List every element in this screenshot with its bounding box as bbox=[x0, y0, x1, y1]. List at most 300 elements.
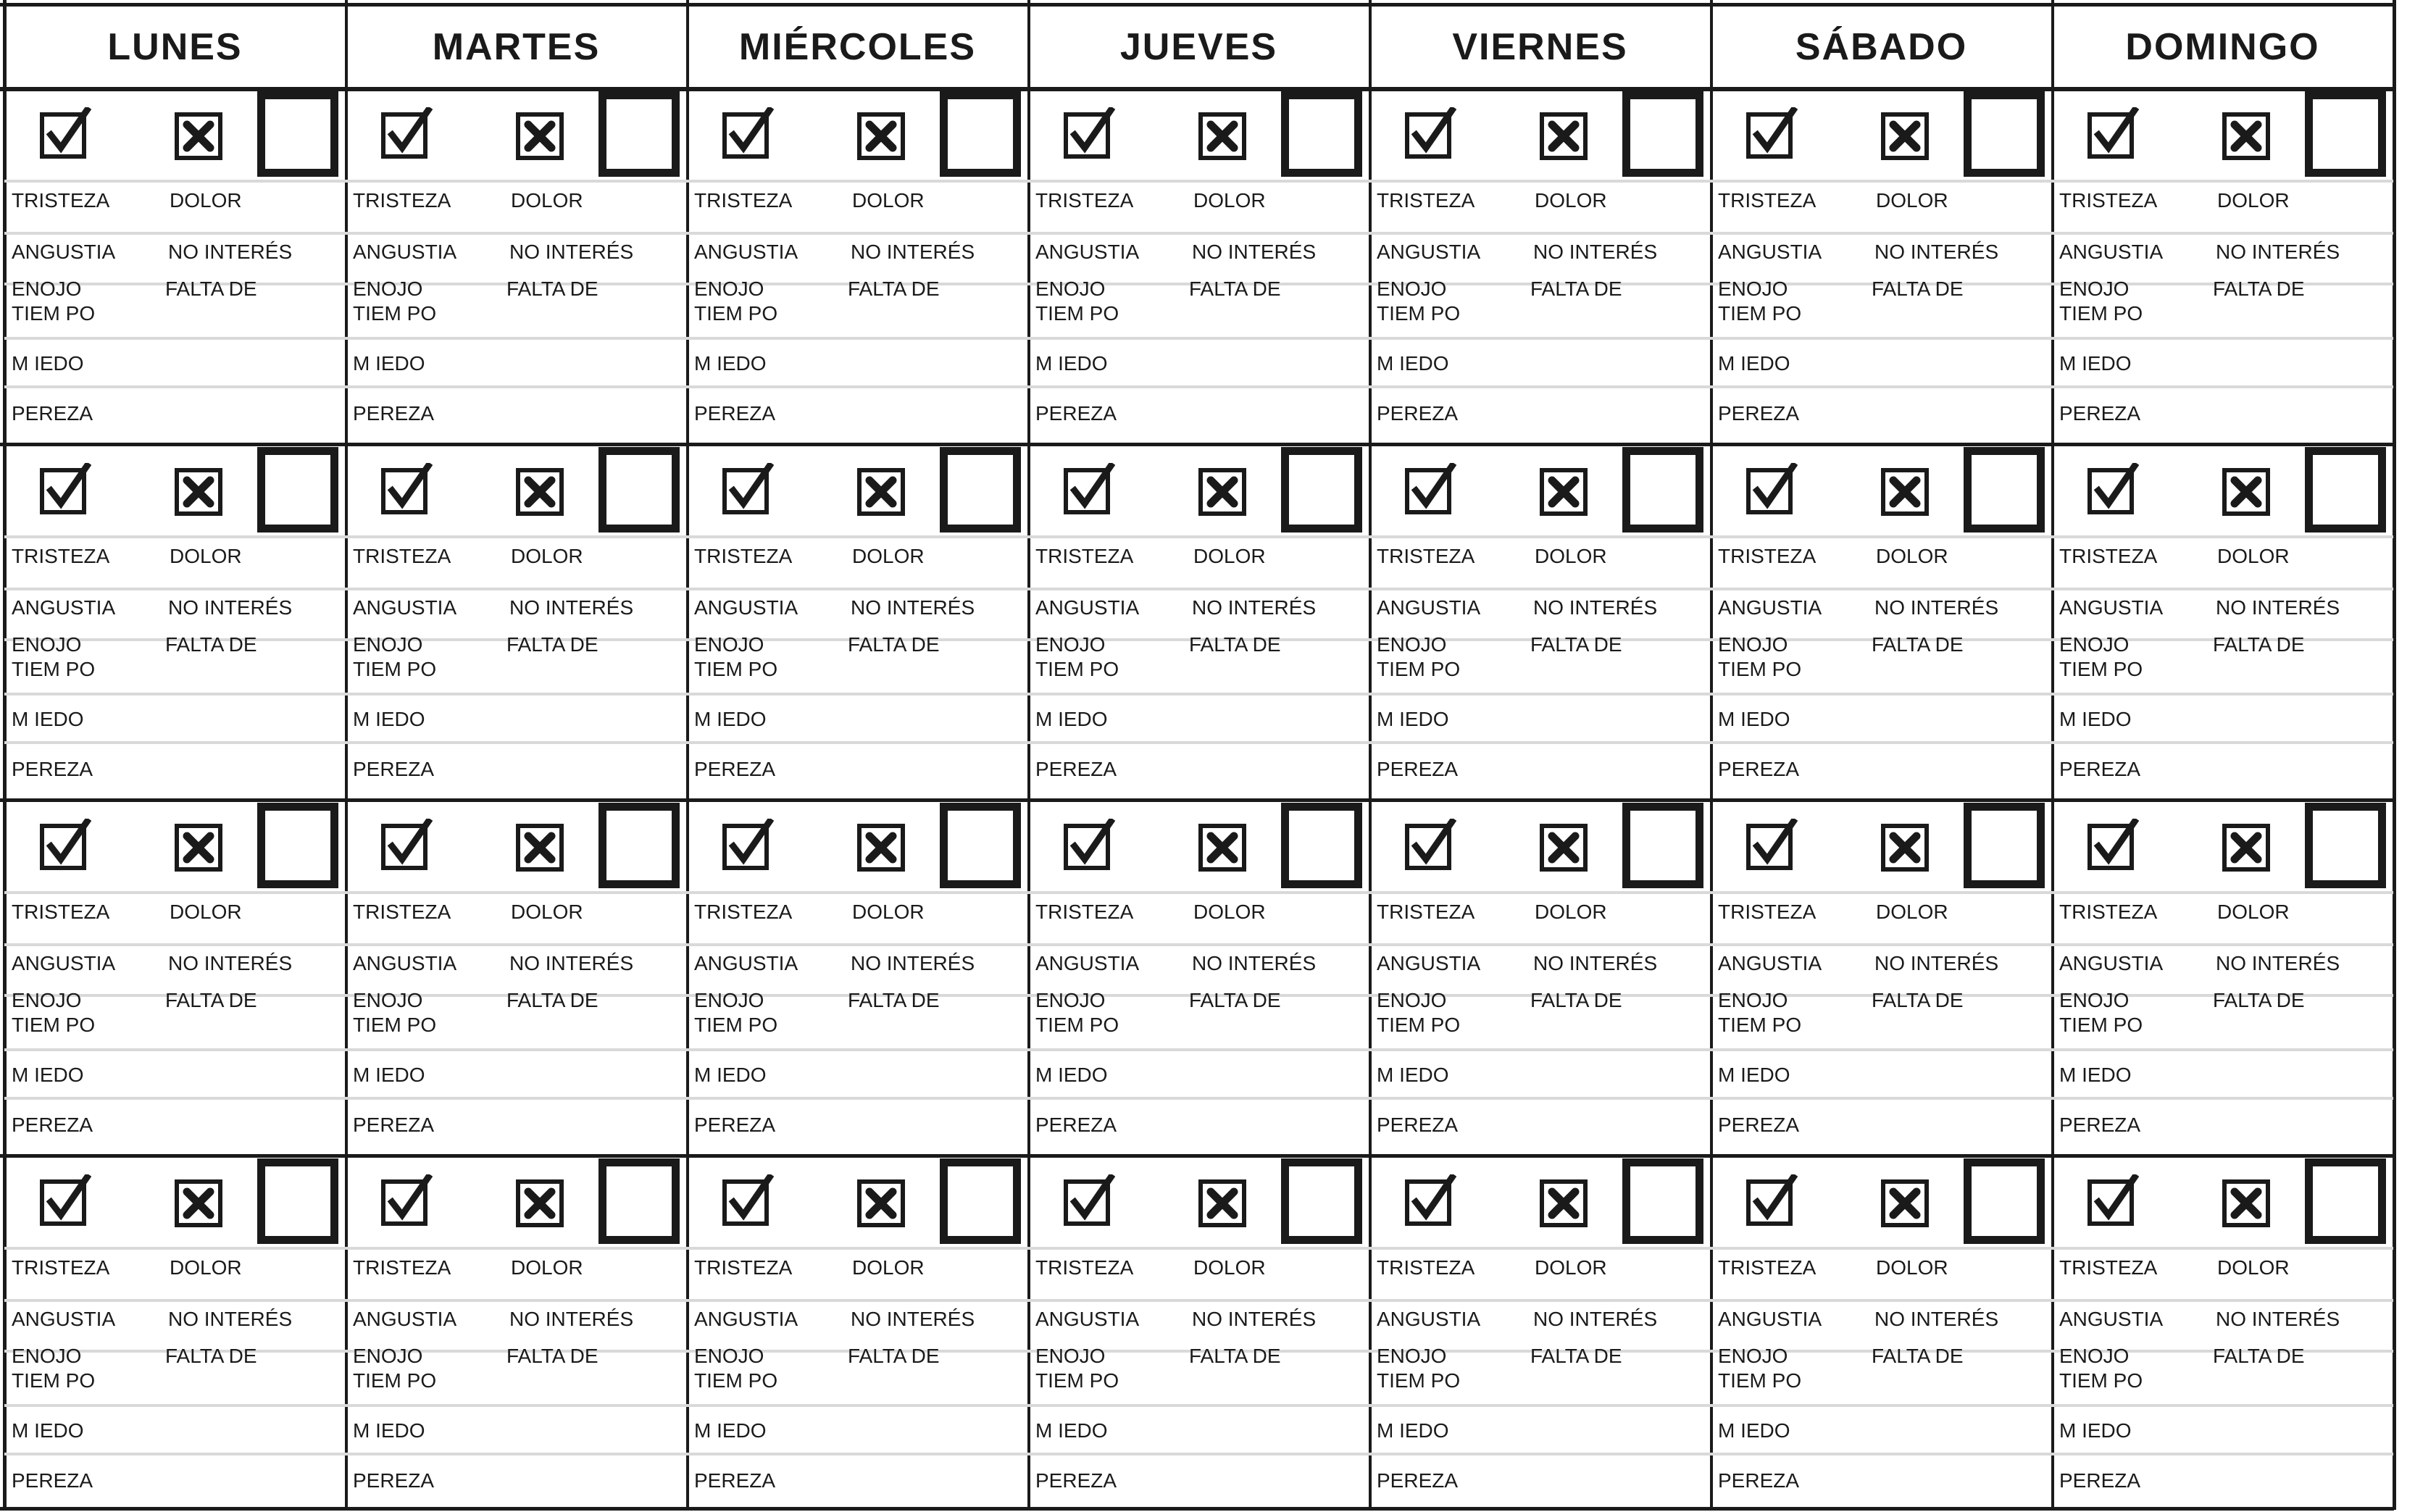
day-entry-cell bbox=[4, 1154, 346, 1510]
row-rule bbox=[1369, 180, 1711, 183]
label-miedo: M IEDO bbox=[12, 1064, 84, 1086]
day-header: MIÉRCOLES bbox=[738, 26, 977, 68]
empty-box-icon[interactable] bbox=[940, 447, 1021, 532]
row-rule bbox=[2052, 693, 2393, 696]
label-no-interes: NO INTERÉS bbox=[1192, 596, 1317, 619]
row-rule bbox=[4, 943, 346, 946]
label-pereza: PEREZA bbox=[1377, 402, 1459, 425]
row-rule bbox=[1369, 1247, 1711, 1250]
label-tristeza: TRISTEZA bbox=[2059, 189, 2158, 212]
label-no-interes: NO INTERÉS bbox=[1874, 596, 1999, 619]
label-enojo: ENOJO bbox=[694, 989, 764, 1011]
crossed-box-icon[interactable] bbox=[514, 466, 566, 518]
day-entry-cell bbox=[1369, 1154, 1711, 1510]
day-entry-cell bbox=[346, 443, 687, 798]
label-dolor: DOLOR bbox=[511, 189, 583, 212]
label-angustia: ANGUSTIA bbox=[353, 596, 457, 619]
label-miedo: M IEDO bbox=[1377, 708, 1449, 730]
empty-box-icon[interactable] bbox=[257, 447, 338, 532]
label-no-interes: NO INTERÉS bbox=[168, 241, 293, 263]
label-tiempo: TIEM PO bbox=[1377, 658, 1461, 680]
label-miedo: M IEDO bbox=[1035, 1419, 1108, 1442]
empty-box-icon[interactable] bbox=[2305, 803, 2386, 888]
row-rule bbox=[687, 535, 1028, 538]
row-rule bbox=[2052, 588, 2393, 590]
checked-box-icon[interactable] bbox=[1404, 819, 1456, 871]
empty-box-icon[interactable] bbox=[1281, 1158, 1362, 1244]
label-tristeza: TRISTEZA bbox=[1718, 189, 1817, 212]
label-falta-de: FALTA DE bbox=[165, 1345, 257, 1367]
label-tiempo: TIEM PO bbox=[12, 1369, 96, 1392]
label-angustia: ANGUSTIA bbox=[694, 596, 798, 619]
label-tristeza: TRISTEZA bbox=[694, 1256, 793, 1279]
label-dolor: DOLOR bbox=[1535, 189, 1607, 212]
label-no-interes: NO INTERÉS bbox=[2216, 241, 2340, 263]
row-rule bbox=[1028, 1097, 1369, 1100]
checked-box-icon[interactable] bbox=[1063, 819, 1115, 871]
label-tristeza: TRISTEZA bbox=[2059, 901, 2158, 923]
label-enojo: ENOJO bbox=[1718, 633, 1788, 656]
checked-box-icon[interactable] bbox=[722, 107, 774, 159]
empty-box-icon[interactable] bbox=[257, 1158, 338, 1244]
label-no-interes: NO INTERÉS bbox=[851, 952, 975, 974]
label-tristeza: TRISTEZA bbox=[1035, 545, 1134, 567]
label-enojo: ENOJO bbox=[353, 1345, 423, 1367]
empty-box-icon[interactable] bbox=[2305, 91, 2386, 177]
empty-box-icon[interactable] bbox=[940, 91, 1021, 177]
checked-box-icon[interactable] bbox=[2087, 107, 2139, 159]
label-no-interes: NO INTERÉS bbox=[1192, 241, 1317, 263]
crossed-box-icon[interactable] bbox=[1538, 110, 1590, 162]
checked-box-icon[interactable] bbox=[380, 463, 433, 515]
label-tristeza: TRISTEZA bbox=[12, 545, 110, 567]
empty-box-icon[interactable] bbox=[1964, 1158, 2045, 1244]
label-angustia: ANGUSTIA bbox=[353, 241, 457, 263]
label-tiempo: TIEM PO bbox=[1035, 658, 1119, 680]
crossed-box-icon[interactable] bbox=[1196, 110, 1248, 162]
crossed-box-icon[interactable] bbox=[514, 1177, 566, 1229]
empty-box-icon[interactable] bbox=[1281, 447, 1362, 532]
crossed-box-icon[interactable] bbox=[1879, 1177, 1931, 1229]
checked-box-icon[interactable] bbox=[380, 1174, 433, 1227]
day-entry-cell bbox=[1711, 798, 2052, 1154]
crossed-box-icon[interactable] bbox=[855, 1177, 907, 1229]
label-falta-de: FALTA DE bbox=[1872, 1345, 1964, 1367]
row-rule bbox=[346, 891, 687, 894]
label-tristeza: TRISTEZA bbox=[694, 545, 793, 567]
label-tiempo: TIEM PO bbox=[353, 302, 437, 325]
empty-box-icon[interactable] bbox=[1964, 91, 2045, 177]
row-rule bbox=[346, 1453, 687, 1455]
checked-box-icon[interactable] bbox=[39, 1174, 91, 1227]
day-entry-cell bbox=[1369, 798, 1711, 1154]
checked-box-icon[interactable] bbox=[722, 819, 774, 871]
label-dolor: DOLOR bbox=[852, 545, 925, 567]
day-entry-cell bbox=[1028, 798, 1369, 1154]
label-tiempo: TIEM PO bbox=[1035, 1014, 1119, 1036]
row-rule bbox=[4, 1453, 346, 1455]
label-no-interes: NO INTERÉS bbox=[1533, 241, 1658, 263]
row-rule bbox=[687, 1048, 1028, 1051]
label-dolor: DOLOR bbox=[1193, 545, 1266, 567]
label-pereza: PEREZA bbox=[2059, 758, 2141, 780]
row-rule bbox=[687, 180, 1028, 183]
label-tiempo: TIEM PO bbox=[1035, 1369, 1119, 1392]
row-rule bbox=[1028, 693, 1369, 696]
label-enojo: ENOJO bbox=[1377, 633, 1447, 656]
label-tristeza: TRISTEZA bbox=[1377, 545, 1475, 567]
row-rule bbox=[1369, 891, 1711, 894]
label-falta-de: FALTA DE bbox=[506, 633, 598, 656]
label-miedo: M IEDO bbox=[694, 1419, 767, 1442]
label-dolor: DOLOR bbox=[2217, 189, 2290, 212]
label-dolor: DOLOR bbox=[1876, 545, 1948, 567]
crossed-box-icon[interactable] bbox=[2220, 466, 2272, 518]
row-rule bbox=[1711, 337, 2052, 340]
row-rule bbox=[2052, 232, 2393, 235]
empty-box-icon[interactable] bbox=[598, 91, 680, 177]
label-no-interes: NO INTERÉS bbox=[851, 596, 975, 619]
crossed-box-icon[interactable] bbox=[172, 110, 225, 162]
empty-box-icon[interactable] bbox=[257, 91, 338, 177]
day-entry-cell bbox=[687, 1154, 1028, 1510]
row-rule bbox=[346, 232, 687, 235]
empty-box-icon[interactable] bbox=[1622, 1158, 1703, 1244]
day-entry-cell bbox=[687, 798, 1028, 1154]
label-enojo: ENOJO bbox=[353, 633, 423, 656]
label-miedo: M IEDO bbox=[353, 1064, 425, 1086]
label-no-interes: NO INTERÉS bbox=[509, 952, 634, 974]
row-rule bbox=[1369, 741, 1711, 744]
row-rule bbox=[1028, 180, 1369, 183]
label-miedo: M IEDO bbox=[1718, 1419, 1790, 1442]
label-tristeza: TRISTEZA bbox=[353, 1256, 451, 1279]
checked-box-icon[interactable] bbox=[1745, 1174, 1798, 1227]
label-pereza: PEREZA bbox=[12, 758, 93, 780]
label-tiempo: TIEM PO bbox=[1377, 1014, 1461, 1036]
label-enojo: ENOJO bbox=[1035, 633, 1106, 656]
row-rule bbox=[346, 180, 687, 183]
day-header: SÁBADO bbox=[1795, 26, 1968, 68]
label-no-interes: NO INTERÉS bbox=[1192, 952, 1317, 974]
label-no-interes: NO INTERÉS bbox=[1874, 952, 1999, 974]
label-tristeza: TRISTEZA bbox=[694, 901, 793, 923]
empty-box-icon[interactable] bbox=[598, 1158, 680, 1244]
row-rule bbox=[2052, 337, 2393, 340]
row-rule bbox=[1711, 1247, 2052, 1250]
label-pereza: PEREZA bbox=[1718, 1469, 1800, 1492]
checked-box-icon[interactable] bbox=[1745, 463, 1798, 515]
row-rule bbox=[687, 1404, 1028, 1407]
label-tristeza: TRISTEZA bbox=[353, 189, 451, 212]
row-rule bbox=[687, 588, 1028, 590]
checked-box-icon[interactable] bbox=[722, 1174, 774, 1227]
label-falta-de: FALTA DE bbox=[1530, 1345, 1622, 1367]
label-tiempo: TIEM PO bbox=[1377, 302, 1461, 325]
checked-box-icon[interactable] bbox=[1063, 1174, 1115, 1227]
empty-box-icon[interactable] bbox=[598, 803, 680, 888]
checked-box-icon[interactable] bbox=[380, 107, 433, 159]
checked-box-icon[interactable] bbox=[1063, 463, 1115, 515]
label-dolor: DOLOR bbox=[852, 1256, 925, 1279]
label-miedo: M IEDO bbox=[1377, 1419, 1449, 1442]
label-angustia: ANGUSTIA bbox=[1035, 1308, 1140, 1330]
day-entry-cell bbox=[687, 443, 1028, 798]
label-tristeza: TRISTEZA bbox=[12, 189, 110, 212]
checked-box-icon[interactable] bbox=[1404, 463, 1456, 515]
label-enojo: ENOJO bbox=[1718, 1345, 1788, 1367]
empty-box-icon[interactable] bbox=[2305, 1158, 2386, 1244]
label-no-interes: NO INTERÉS bbox=[1874, 1308, 1999, 1330]
label-no-interes: NO INTERÉS bbox=[2216, 596, 2340, 619]
label-enojo: ENOJO bbox=[12, 277, 82, 300]
crossed-box-icon[interactable] bbox=[1196, 466, 1248, 518]
row-rule bbox=[1369, 588, 1711, 590]
row-rule bbox=[687, 1247, 1028, 1250]
label-enojo: ENOJO bbox=[12, 989, 82, 1011]
row-rule bbox=[687, 385, 1028, 388]
label-pereza: PEREZA bbox=[1718, 402, 1800, 425]
checked-box-icon[interactable] bbox=[39, 463, 91, 515]
empty-box-icon[interactable] bbox=[598, 447, 680, 532]
label-tristeza: TRISTEZA bbox=[1377, 901, 1475, 923]
row-rule bbox=[346, 588, 687, 590]
row-rule bbox=[346, 385, 687, 388]
label-tristeza: TRISTEZA bbox=[353, 545, 451, 567]
label-falta-de: FALTA DE bbox=[1872, 989, 1964, 1011]
label-miedo: M IEDO bbox=[12, 1419, 84, 1442]
label-enojo: ENOJO bbox=[1377, 989, 1447, 1011]
label-dolor: DOLOR bbox=[1535, 1256, 1607, 1279]
row-rule bbox=[346, 535, 687, 538]
label-enojo: ENOJO bbox=[1035, 1345, 1106, 1367]
crossed-box-icon[interactable] bbox=[1196, 1177, 1248, 1229]
checked-box-icon[interactable] bbox=[380, 819, 433, 871]
label-angustia: ANGUSTIA bbox=[353, 1308, 457, 1330]
label-no-interes: NO INTERÉS bbox=[509, 596, 634, 619]
label-falta-de: FALTA DE bbox=[1189, 277, 1281, 300]
row-rule bbox=[4, 337, 346, 340]
checked-box-icon[interactable] bbox=[39, 819, 91, 871]
row-rule bbox=[1028, 741, 1369, 744]
label-enojo: ENOJO bbox=[1718, 989, 1788, 1011]
label-falta-de: FALTA DE bbox=[1189, 1345, 1281, 1367]
label-tristeza: TRISTEZA bbox=[353, 901, 451, 923]
label-tristeza: TRISTEZA bbox=[1718, 545, 1817, 567]
label-pereza: PEREZA bbox=[1377, 758, 1459, 780]
row-rule bbox=[1369, 1453, 1711, 1455]
crossed-box-icon[interactable] bbox=[172, 1177, 225, 1229]
crossed-box-icon[interactable] bbox=[1196, 822, 1248, 874]
crossed-box-icon[interactable] bbox=[855, 110, 907, 162]
row-rule bbox=[687, 1453, 1028, 1455]
checked-box-icon[interactable] bbox=[722, 463, 774, 515]
label-dolor: DOLOR bbox=[1535, 545, 1607, 567]
label-angustia: ANGUSTIA bbox=[1377, 1308, 1481, 1330]
empty-box-icon[interactable] bbox=[1964, 447, 2045, 532]
row-rule bbox=[4, 1097, 346, 1100]
checked-box-icon[interactable] bbox=[1745, 107, 1798, 159]
label-falta-de: FALTA DE bbox=[506, 989, 598, 1011]
day-entry-cell bbox=[1369, 87, 1711, 443]
checked-box-icon[interactable] bbox=[1745, 819, 1798, 871]
label-dolor: DOLOR bbox=[170, 189, 242, 212]
label-falta-de: FALTA DE bbox=[165, 989, 257, 1011]
label-falta-de: FALTA DE bbox=[1530, 277, 1622, 300]
row-rule bbox=[1369, 1404, 1711, 1407]
row-rule bbox=[2052, 1048, 2393, 1051]
crossed-box-icon[interactable] bbox=[172, 822, 225, 874]
label-pereza: PEREZA bbox=[694, 1469, 776, 1492]
label-no-interes: NO INTERÉS bbox=[2216, 952, 2340, 974]
label-falta-de: FALTA DE bbox=[848, 633, 940, 656]
crossed-box-icon[interactable] bbox=[514, 110, 566, 162]
crossed-box-icon[interactable] bbox=[1879, 110, 1931, 162]
label-falta-de: FALTA DE bbox=[165, 633, 257, 656]
label-angustia: ANGUSTIA bbox=[2059, 241, 2164, 263]
row-rule bbox=[4, 385, 346, 388]
empty-box-icon[interactable] bbox=[940, 1158, 1021, 1244]
crossed-box-icon[interactable] bbox=[2220, 822, 2272, 874]
crossed-box-icon[interactable] bbox=[514, 822, 566, 874]
label-tristeza: TRISTEZA bbox=[1718, 1256, 1817, 1279]
row-rule bbox=[1369, 535, 1711, 538]
label-dolor: DOLOR bbox=[2217, 1256, 2290, 1279]
day-entry-cell bbox=[346, 87, 687, 443]
label-no-interes: NO INTERÉS bbox=[1533, 952, 1658, 974]
label-enojo: ENOJO bbox=[2059, 1345, 2130, 1367]
label-enojo: ENOJO bbox=[2059, 277, 2130, 300]
row-rule bbox=[687, 1299, 1028, 1302]
row-rule bbox=[4, 891, 346, 894]
crossed-box-icon[interactable] bbox=[2220, 110, 2272, 162]
label-enojo: ENOJO bbox=[694, 277, 764, 300]
label-falta-de: FALTA DE bbox=[2213, 633, 2305, 656]
empty-box-icon[interactable] bbox=[2305, 447, 2386, 532]
crossed-box-icon[interactable] bbox=[1538, 1177, 1590, 1229]
empty-box-icon[interactable] bbox=[1622, 91, 1703, 177]
empty-box-icon[interactable] bbox=[1622, 803, 1703, 888]
label-falta-de: FALTA DE bbox=[848, 1345, 940, 1367]
row-rule bbox=[1028, 1247, 1369, 1250]
label-falta-de: FALTA DE bbox=[2213, 1345, 2305, 1367]
label-tristeza: TRISTEZA bbox=[1035, 1256, 1134, 1279]
row-rule bbox=[687, 337, 1028, 340]
empty-box-icon[interactable] bbox=[1281, 91, 1362, 177]
label-pereza: PEREZA bbox=[12, 402, 93, 425]
label-enojo: ENOJO bbox=[353, 989, 423, 1011]
label-miedo: M IEDO bbox=[694, 708, 767, 730]
label-tiempo: TIEM PO bbox=[1377, 1369, 1461, 1392]
label-angustia: ANGUSTIA bbox=[353, 952, 457, 974]
row-rule bbox=[346, 1048, 687, 1051]
crossed-box-icon[interactable] bbox=[855, 822, 907, 874]
crossed-box-icon[interactable] bbox=[172, 466, 225, 518]
row-rule bbox=[1028, 1404, 1369, 1407]
label-enojo: ENOJO bbox=[2059, 989, 2130, 1011]
checked-box-icon[interactable] bbox=[1063, 107, 1115, 159]
label-enojo: ENOJO bbox=[1718, 277, 1788, 300]
label-miedo: M IEDO bbox=[1718, 708, 1790, 730]
label-falta-de: FALTA DE bbox=[2213, 277, 2305, 300]
row-rule bbox=[1711, 385, 2052, 388]
day-header: LUNES bbox=[107, 26, 243, 68]
row-rule bbox=[4, 741, 346, 744]
crossed-box-icon[interactable] bbox=[1538, 466, 1590, 518]
row-rule bbox=[2052, 1404, 2393, 1407]
empty-box-icon[interactable] bbox=[1964, 803, 2045, 888]
label-falta-de: FALTA DE bbox=[1872, 633, 1964, 656]
crossed-box-icon[interactable] bbox=[2220, 1177, 2272, 1229]
label-enojo: ENOJO bbox=[1035, 277, 1106, 300]
checked-box-icon[interactable] bbox=[2087, 463, 2139, 515]
crossed-box-icon[interactable] bbox=[855, 466, 907, 518]
label-tiempo: TIEM PO bbox=[353, 1369, 437, 1392]
label-dolor: DOLOR bbox=[2217, 545, 2290, 567]
day-entry-cell bbox=[1711, 1154, 2052, 1510]
empty-box-icon[interactable] bbox=[1622, 447, 1703, 532]
row-rule bbox=[1028, 1299, 1369, 1302]
label-dolor: DOLOR bbox=[170, 545, 242, 567]
crossed-box-icon[interactable] bbox=[1879, 466, 1931, 518]
crossed-box-icon[interactable] bbox=[1538, 822, 1590, 874]
row-rule bbox=[1369, 693, 1711, 696]
checked-box-icon[interactable] bbox=[2087, 819, 2139, 871]
checked-box-icon[interactable] bbox=[1404, 107, 1456, 159]
label-no-interes: NO INTERÉS bbox=[851, 241, 975, 263]
row-rule bbox=[346, 1247, 687, 1250]
checked-box-icon[interactable] bbox=[2087, 1174, 2139, 1227]
label-tristeza: TRISTEZA bbox=[1035, 189, 1134, 212]
day-entry-cell bbox=[346, 1154, 687, 1510]
row-rule bbox=[687, 891, 1028, 894]
label-miedo: M IEDO bbox=[353, 708, 425, 730]
day-header: VIERNES bbox=[1452, 26, 1628, 68]
label-pereza: PEREZA bbox=[1377, 1114, 1459, 1136]
label-no-interes: NO INTERÉS bbox=[2216, 1308, 2340, 1330]
empty-box-icon[interactable] bbox=[257, 803, 338, 888]
row-rule bbox=[2052, 535, 2393, 538]
crossed-box-icon[interactable] bbox=[1879, 822, 1931, 874]
label-enojo: ENOJO bbox=[694, 633, 764, 656]
row-rule bbox=[1711, 588, 2052, 590]
checked-box-icon[interactable] bbox=[39, 107, 91, 159]
label-dolor: DOLOR bbox=[1876, 189, 1948, 212]
row-rule bbox=[4, 232, 346, 235]
label-dolor: DOLOR bbox=[511, 1256, 583, 1279]
label-no-interes: NO INTERÉS bbox=[1533, 1308, 1658, 1330]
empty-box-icon[interactable] bbox=[1281, 803, 1362, 888]
label-dolor: DOLOR bbox=[1876, 1256, 1948, 1279]
label-miedo: M IEDO bbox=[1718, 352, 1790, 375]
empty-box-icon[interactable] bbox=[940, 803, 1021, 888]
label-dolor: DOLOR bbox=[1535, 901, 1607, 923]
row-rule bbox=[4, 588, 346, 590]
row-rule bbox=[4, 1247, 346, 1250]
label-tristeza: TRISTEZA bbox=[1377, 189, 1475, 212]
label-angustia: ANGUSTIA bbox=[1035, 596, 1140, 619]
label-angustia: ANGUSTIA bbox=[1718, 241, 1822, 263]
row-rule bbox=[4, 1404, 346, 1407]
label-tiempo: TIEM PO bbox=[2059, 1369, 2143, 1392]
label-falta-de: FALTA DE bbox=[848, 277, 940, 300]
label-pereza: PEREZA bbox=[353, 402, 435, 425]
label-falta-de: FALTA DE bbox=[2213, 989, 2305, 1011]
row-rule bbox=[2052, 1247, 2393, 1250]
label-angustia: ANGUSTIA bbox=[2059, 1308, 2164, 1330]
checked-box-icon[interactable] bbox=[1404, 1174, 1456, 1227]
label-dolor: DOLOR bbox=[511, 545, 583, 567]
